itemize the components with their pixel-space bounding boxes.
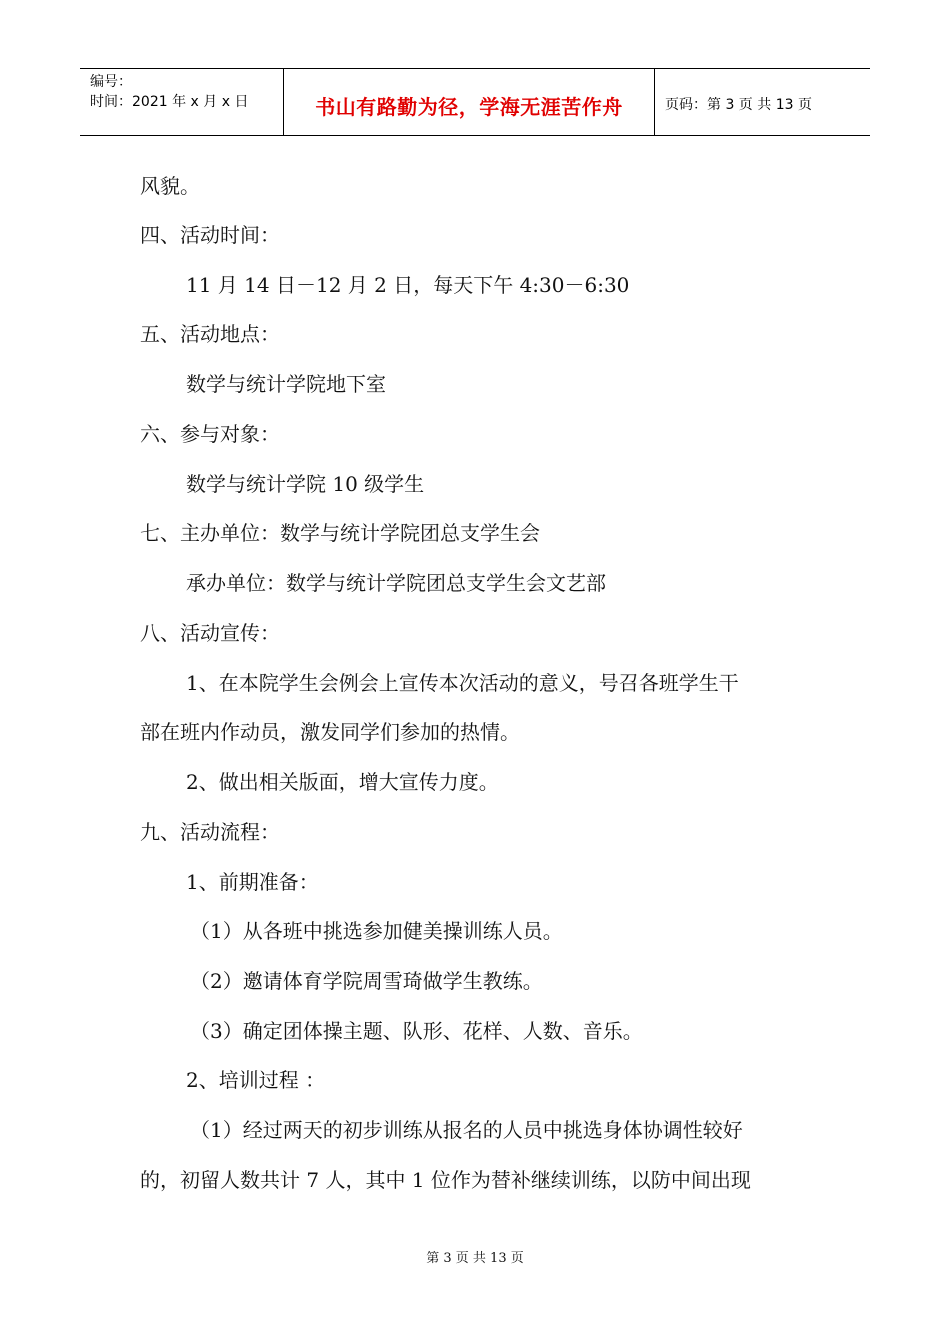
- body-line: 1、前期准备：: [186, 870, 319, 894]
- page-footer: 第 3 页 共 13 页: [426, 1251, 524, 1266]
- header-meta: [90, 72, 248, 112]
- section-heading-participants: 六、参与对象：: [140, 422, 280, 446]
- body-line: 风貌。: [140, 174, 200, 198]
- list-item: （2）邀请体育学院周雪琦做学生教练。: [190, 969, 543, 993]
- body-line: 2、做出相关版面，增大宣传力度。: [186, 770, 499, 794]
- header-motto: 书山有路勤为径，学海无涯苦作舟: [315, 95, 623, 119]
- body-line: 数学与统计学院 10 级学生: [186, 472, 425, 496]
- section-heading-publicity: 八、活动宣传：: [140, 621, 280, 645]
- section-heading-process: 九、活动流程：: [140, 820, 280, 844]
- list-item: （3）确定团体操主题、队形、花样、人数、音乐。: [190, 1019, 643, 1043]
- section-heading-location: 五、活动地点：: [140, 322, 280, 346]
- body-line: 数学与统计学院地下室: [186, 372, 386, 396]
- section-heading-organizer: 七、主办单位：数学与统计学院团总支学生会: [140, 521, 540, 545]
- body-line: 2、培训过程 ：: [186, 1068, 326, 1092]
- page-header: [80, 68, 870, 136]
- body-line: 的，初留人数共计 7 人，其中 1 位作为替补继续训练，以防中间出现: [140, 1168, 751, 1192]
- body-line: 1、在本院学生会例会上宣传本次活动的意义，号召各班学生干: [186, 671, 739, 695]
- header-divider: [654, 69, 655, 135]
- body-line: 承办单位：数学与统计学院团总支学生会文艺部: [186, 571, 606, 595]
- header-page-number: 页码：第 3 页 共 13 页: [665, 97, 812, 113]
- section-heading-time: 四、活动时间：: [140, 223, 280, 247]
- body-line: 部在班内作动员，激发同学们参加的热情。: [140, 720, 520, 744]
- document-date-label: 时间：2021 年 x 月 x 日: [90, 94, 249, 110]
- document-number-label: 编号：: [90, 74, 132, 90]
- list-item: （1）从各班中挑选参加健美操训练人员。: [190, 919, 563, 943]
- list-item: （1）经过两天的初步训练从报名的人员中挑选身体协调性较好: [190, 1118, 743, 1142]
- body-line: 11 月 14 日－12 月 2 日，每天下午 4:30－6:30: [186, 273, 630, 297]
